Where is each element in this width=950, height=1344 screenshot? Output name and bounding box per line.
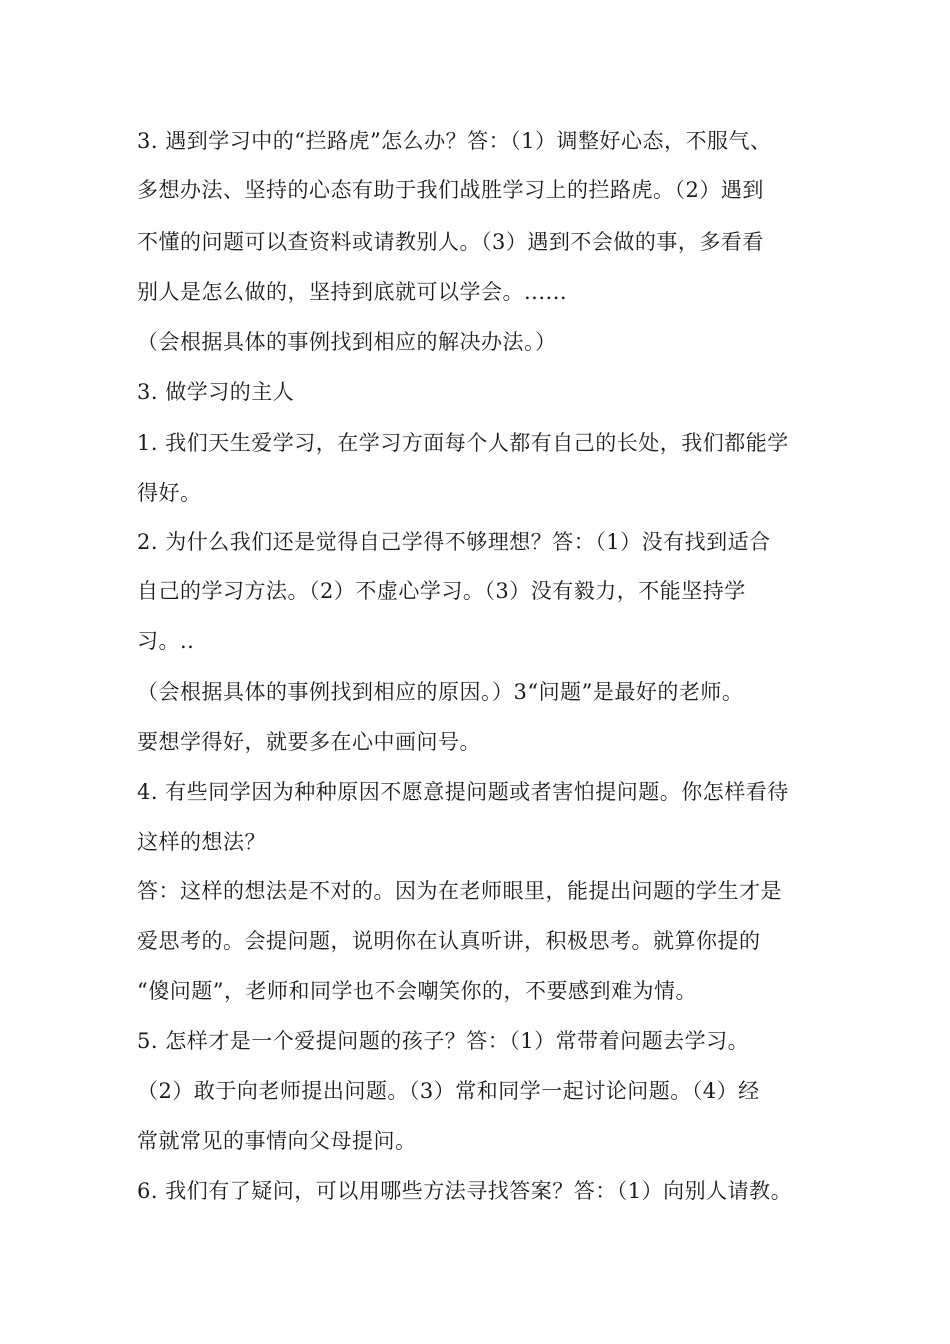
text-line: 答：这样的想法是不对的。因为在老师眼里，能提出问题的学生才是 <box>137 879 782 903</box>
text-line: “傻问题”，老师和同学也不会嘲笑你的，不要感到难为情。 <box>137 979 697 1003</box>
text-line: 多想办法、坚持的心态有助于我们战胜学习上的拦路虎。（2）遇到 <box>137 178 764 202</box>
text-line: 4. 有些同学因为种种原因不愿意提问题或者害怕提问题。你怎样看待 <box>137 780 789 804</box>
text-line: 爱思考的。会提问题，说明你在认真听讲，积极思考。就算你提的 <box>137 929 761 953</box>
text-line: （会根据具体的事例找到相应的解决办法。） <box>137 330 557 354</box>
text-line: 2. 为什么我们还是觉得自己学得不够理想？答：（1）没有找到适合 <box>137 530 771 554</box>
text-line: 3. 遇到学习中的“拦路虎”怎么办？答：（1）调整好心态，不服气、 <box>137 129 772 153</box>
text-line: 要想学得好，就要多在心中画问号。 <box>137 730 481 754</box>
text-line: 1. 我们天生爱学习，在学习方面每个人都有自己的长处，我们都能学 <box>137 431 789 455</box>
text-line: 得好。 <box>137 481 202 505</box>
text-line: （会根据具体的事例找到相应的原因。）3“问题”是最好的老师。 <box>137 680 744 704</box>
text-line: 别人是怎么做的，坚持到底就可以学会。...... <box>137 280 568 304</box>
text-line: （2）敢于向老师提出问题。（3）常和同学一起讨论问题。（4）经 <box>137 1079 760 1103</box>
text-line: 6. 我们有了疑问，可以用哪些方法寻找答案？答：（1）向别人请教。 <box>137 1179 793 1203</box>
section-heading: 3. 做学习的主人 <box>137 380 295 404</box>
text-line: 这样的想法？ <box>137 830 266 854</box>
text-line: 不懂的问题可以查资料或请教别人。（3）遇到不会做的事，多看看 <box>137 230 764 254</box>
text-line: 5. 怎样才是一个爱提问题的孩子？答：（1）常带着问题去学习。 <box>137 1029 750 1053</box>
text-line: 常就常见的事情向父母提问。 <box>137 1129 417 1153</box>
text-line: 自己的学习方法。（2）不虚心学习。（3）没有毅力，不能坚持学 <box>137 579 746 603</box>
text-line: 习。.. <box>137 629 195 653</box>
